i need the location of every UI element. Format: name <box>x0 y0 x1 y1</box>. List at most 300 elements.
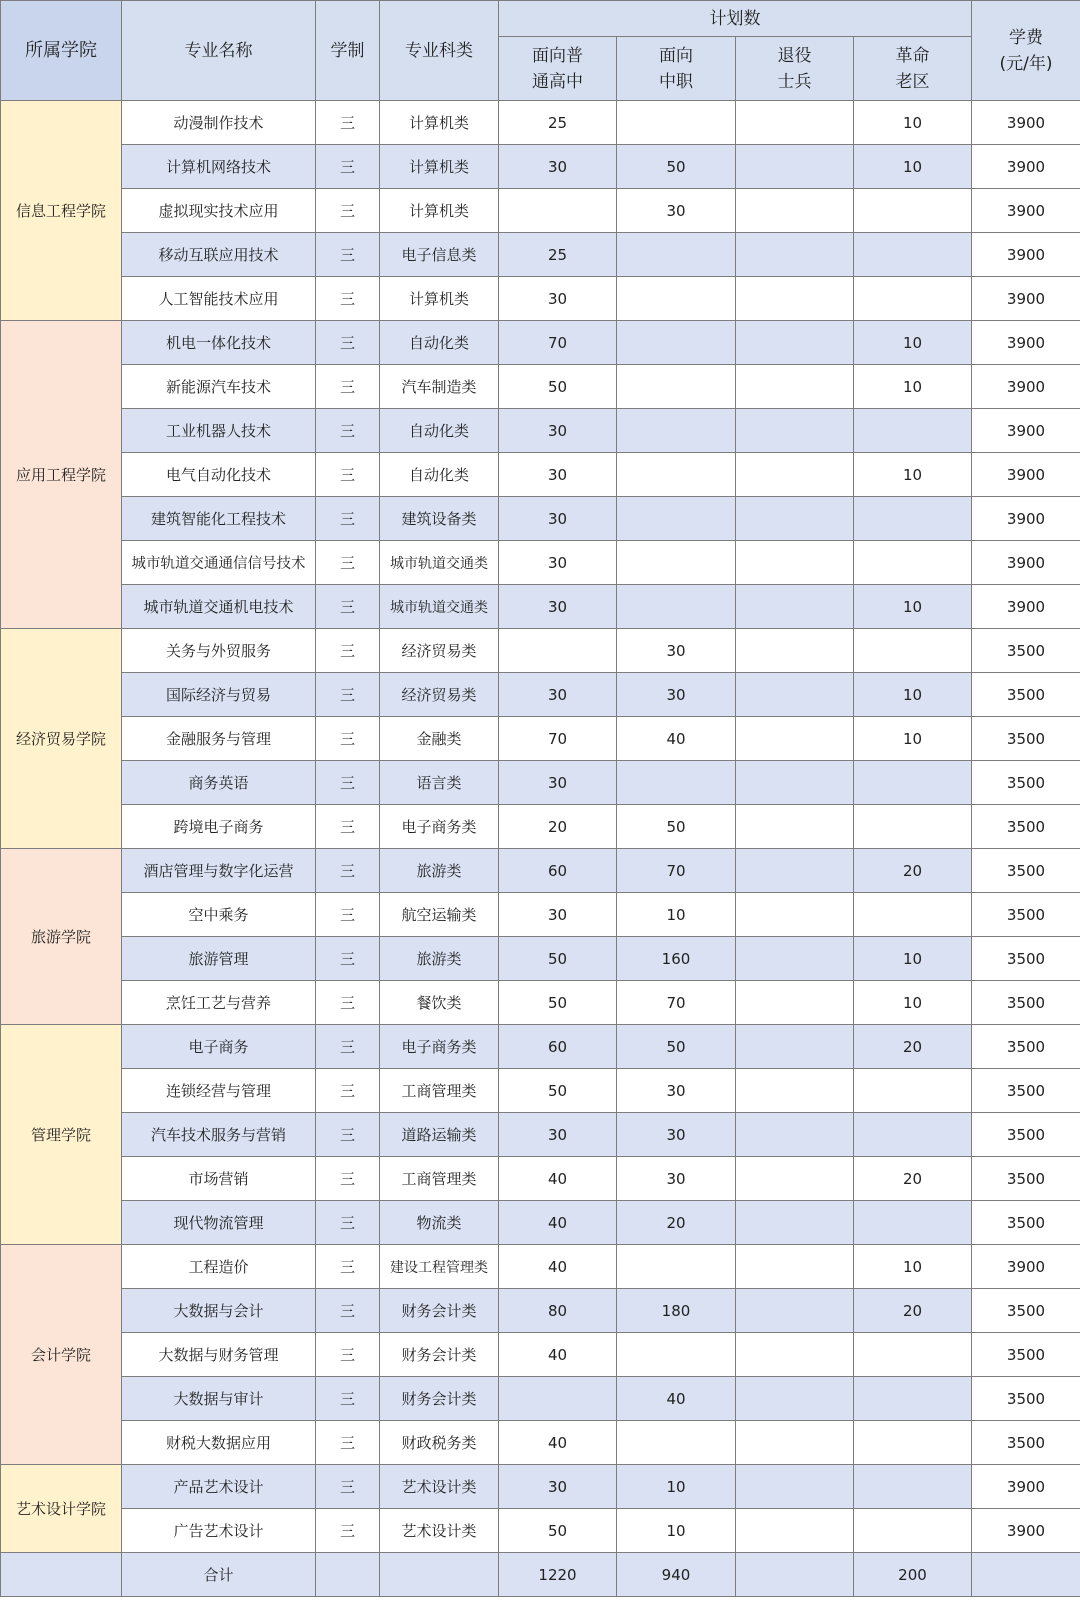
duration: 三 <box>316 673 380 717</box>
major-name: 工程造价 <box>122 1245 316 1289</box>
plan-veteran <box>736 805 854 849</box>
category: 工商管理类 <box>380 1157 499 1201</box>
plan-veteran <box>736 761 854 805</box>
table-row <box>1 1069 1080 1113</box>
table-row <box>1 1201 1080 1245</box>
major-name: 关务与外贸服务 <box>122 629 316 673</box>
plan-vocational <box>617 541 736 585</box>
plan-general: 70 <box>499 717 617 761</box>
major-name: 大数据与会计 <box>122 1289 316 1333</box>
plan-vocational <box>617 321 736 365</box>
total-fee-cell <box>972 1553 1080 1597</box>
plan-old-area <box>854 1201 972 1245</box>
plan-veteran <box>736 1421 854 1465</box>
category: 财务会计类 <box>380 1377 499 1421</box>
plan-old-area <box>854 1333 972 1377</box>
table-row <box>1 585 1080 629</box>
table-row <box>1 1509 1080 1553</box>
major-name: 财税大数据应用 <box>122 1421 316 1465</box>
tuition-fee: 3500 <box>972 1201 1080 1245</box>
duration: 三 <box>316 893 380 937</box>
tuition-fee: 3900 <box>972 497 1080 541</box>
table-row <box>1 1245 1080 1289</box>
plan-veteran <box>736 497 854 541</box>
college-name: 管理学院 <box>1 1025 122 1245</box>
plan-old-area: 20 <box>854 1289 972 1333</box>
duration: 三 <box>316 1157 380 1201</box>
plan-veteran <box>736 1201 854 1245</box>
category: 工商管理类 <box>380 1069 499 1113</box>
category: 建设工程管理类 <box>380 1245 499 1289</box>
major-name: 电子商务 <box>122 1025 316 1069</box>
plan-veteran <box>736 365 854 409</box>
plan-general: 30 <box>499 145 617 189</box>
table-row <box>1 673 1080 717</box>
plan-veteran <box>736 1245 854 1289</box>
category: 金融类 <box>380 717 499 761</box>
plan-veteran <box>736 453 854 497</box>
plan-general: 60 <box>499 1025 617 1069</box>
major-name: 国际经济与贸易 <box>122 673 316 717</box>
plan-veteran <box>736 1157 854 1201</box>
plan-vocational: 30 <box>617 629 736 673</box>
table-row <box>1 937 1080 981</box>
duration: 三 <box>316 365 380 409</box>
header-plan: 计划数 <box>499 1 972 37</box>
plan-general: 80 <box>499 1289 617 1333</box>
duration: 三 <box>316 1113 380 1157</box>
plan-old-area <box>854 409 972 453</box>
plan-old-area: 10 <box>854 585 972 629</box>
category: 自动化类 <box>380 321 499 365</box>
tuition-fee: 3500 <box>972 673 1080 717</box>
table-row <box>1 497 1080 541</box>
tuition-fee: 3900 <box>972 321 1080 365</box>
plan-general: 40 <box>499 1157 617 1201</box>
duration: 三 <box>316 233 380 277</box>
major-name: 现代物流管理 <box>122 1201 316 1245</box>
major-name: 汽车技术服务与营销 <box>122 1113 316 1157</box>
plan-vocational: 30 <box>617 673 736 717</box>
plan-vocational: 30 <box>617 1069 736 1113</box>
plan-old-area: 20 <box>854 1157 972 1201</box>
table-row <box>1 321 1080 365</box>
duration: 三 <box>316 1421 380 1465</box>
major-name: 空中乘务 <box>122 893 316 937</box>
plan-general: 40 <box>499 1201 617 1245</box>
tuition-fee: 3500 <box>972 717 1080 761</box>
plan-veteran <box>736 1509 854 1553</box>
plan-general: 30 <box>499 1113 617 1157</box>
duration: 三 <box>316 1069 380 1113</box>
plan-old-area <box>854 1069 972 1113</box>
table-row <box>1 277 1080 321</box>
plan-old-area <box>854 761 972 805</box>
category: 财政税务类 <box>380 1421 499 1465</box>
tuition-fee: 3500 <box>972 849 1080 893</box>
tuition-fee: 3500 <box>972 893 1080 937</box>
plan-old-area <box>854 893 972 937</box>
tuition-fee: 3900 <box>972 365 1080 409</box>
major-name: 新能源汽车技术 <box>122 365 316 409</box>
tuition-fee: 3500 <box>972 1069 1080 1113</box>
plan-vocational: 40 <box>617 1377 736 1421</box>
tuition-fee: 3900 <box>972 585 1080 629</box>
table-row <box>1 1465 1080 1509</box>
tuition-fee: 3500 <box>972 1025 1080 1069</box>
tuition-fee: 3500 <box>972 629 1080 673</box>
table-row <box>1 101 1080 145</box>
plan-general: 50 <box>499 1509 617 1553</box>
table-row <box>1 849 1080 893</box>
plan-veteran <box>736 1333 854 1377</box>
major-name: 人工智能技术应用 <box>122 277 316 321</box>
college-name: 信息工程学院 <box>1 101 122 321</box>
tuition-fee: 3500 <box>972 981 1080 1025</box>
plan-general: 30 <box>499 761 617 805</box>
category: 计算机类 <box>380 189 499 233</box>
major-name: 广告艺术设计 <box>122 1509 316 1553</box>
plan-general: 40 <box>499 1245 617 1289</box>
duration: 三 <box>316 761 380 805</box>
plan-old-area: 10 <box>854 101 972 145</box>
plan-old-area <box>854 189 972 233</box>
plan-old-area: 20 <box>854 1025 972 1069</box>
major-name: 烹饪工艺与营养 <box>122 981 316 1025</box>
table-row <box>1 145 1080 189</box>
plan-vocational: 10 <box>617 893 736 937</box>
tuition-fee: 3900 <box>972 453 1080 497</box>
duration: 三 <box>316 497 380 541</box>
major-name: 跨境电子商务 <box>122 805 316 849</box>
table-row <box>1 541 1080 585</box>
table-row <box>1 717 1080 761</box>
plan-vocational <box>617 1421 736 1465</box>
category: 航空运输类 <box>380 893 499 937</box>
duration: 三 <box>316 541 380 585</box>
table-row <box>1 805 1080 849</box>
header-fee: 学费 (元/年) <box>972 1 1080 101</box>
plan-vocational <box>617 101 736 145</box>
plan-veteran <box>736 629 854 673</box>
plan-general: 30 <box>499 409 617 453</box>
major-name: 旅游管理 <box>122 937 316 981</box>
table-row <box>1 1113 1080 1157</box>
plan-vocational <box>617 585 736 629</box>
tuition-fee: 3500 <box>972 805 1080 849</box>
category: 餐饮类 <box>380 981 499 1025</box>
major-name: 酒店管理与数字化运营 <box>122 849 316 893</box>
duration: 三 <box>316 189 380 233</box>
category: 语言类 <box>380 761 499 805</box>
plan-vocational: 70 <box>617 981 736 1025</box>
college-name: 艺术设计学院 <box>1 1465 122 1553</box>
table-row <box>1 1025 1080 1069</box>
category: 艺术设计类 <box>380 1465 499 1509</box>
plan-veteran <box>736 321 854 365</box>
duration: 三 <box>316 321 380 365</box>
plan-general: 25 <box>499 233 617 277</box>
plan-general: 60 <box>499 849 617 893</box>
plan-general: 50 <box>499 1069 617 1113</box>
tuition-fee: 3900 <box>972 409 1080 453</box>
total-label: 合计 <box>122 1553 316 1597</box>
table-row <box>1 1289 1080 1333</box>
plan-old-area <box>854 1509 972 1553</box>
category: 自动化类 <box>380 409 499 453</box>
plan-old-area <box>854 1377 972 1421</box>
major-name: 市场营销 <box>122 1157 316 1201</box>
tuition-fee: 3900 <box>972 1509 1080 1553</box>
tuition-fee: 3900 <box>972 233 1080 277</box>
plan-general: 30 <box>499 893 617 937</box>
major-name: 城市轨道交通通信信号技术 <box>122 541 316 585</box>
header-category: 专业科类 <box>380 1 499 101</box>
duration: 三 <box>316 453 380 497</box>
plan-vocational <box>617 497 736 541</box>
plan-general: 70 <box>499 321 617 365</box>
duration: 三 <box>316 805 380 849</box>
category: 经济贸易类 <box>380 629 499 673</box>
header-college: 所属学院 <box>1 1 122 101</box>
plan-old-area: 10 <box>854 673 972 717</box>
total-row <box>1 1553 1080 1597</box>
plan-general: 30 <box>499 673 617 717</box>
table-row <box>1 1377 1080 1421</box>
plan-vocational: 70 <box>617 849 736 893</box>
major-name: 计算机网络技术 <box>122 145 316 189</box>
plan-old-area <box>854 1421 972 1465</box>
major-name: 建筑智能化工程技术 <box>122 497 316 541</box>
duration: 三 <box>316 937 380 981</box>
table-row <box>1 629 1080 673</box>
duration: 三 <box>316 585 380 629</box>
total-duration-cell <box>316 1553 380 1597</box>
total-college-cell <box>1 1553 122 1597</box>
total-old-area: 200 <box>854 1553 972 1597</box>
plan-general <box>499 1377 617 1421</box>
plan-general <box>499 189 617 233</box>
category: 汽车制造类 <box>380 365 499 409</box>
category: 电子商务类 <box>380 1025 499 1069</box>
duration: 三 <box>316 849 380 893</box>
duration: 三 <box>316 1377 380 1421</box>
tuition-fee: 3500 <box>972 1113 1080 1157</box>
category: 城市轨道交通类 <box>380 585 499 629</box>
college-name: 会计学院 <box>1 1245 122 1465</box>
plan-veteran <box>736 673 854 717</box>
tuition-fee: 3500 <box>972 1377 1080 1421</box>
tuition-fee: 3500 <box>972 1157 1080 1201</box>
plan-old-area: 10 <box>854 981 972 1025</box>
major-name: 商务英语 <box>122 761 316 805</box>
major-name: 连锁经营与管理 <box>122 1069 316 1113</box>
plan-vocational <box>617 233 736 277</box>
table-row <box>1 981 1080 1025</box>
plan-old-area: 10 <box>854 937 972 981</box>
plan-vocational: 30 <box>617 189 736 233</box>
plan-veteran <box>736 717 854 761</box>
duration: 三 <box>316 101 380 145</box>
duration: 三 <box>316 1465 380 1509</box>
plan-vocational <box>617 1245 736 1289</box>
major-name: 机电一体化技术 <box>122 321 316 365</box>
duration: 三 <box>316 1201 380 1245</box>
plan-old-area <box>854 805 972 849</box>
plan-general: 30 <box>499 585 617 629</box>
plan-old-area <box>854 541 972 585</box>
plan-general: 30 <box>499 1465 617 1509</box>
major-name: 移动互联应用技术 <box>122 233 316 277</box>
college-name: 应用工程学院 <box>1 321 122 629</box>
plan-vocational <box>617 277 736 321</box>
plan-old-area: 10 <box>854 717 972 761</box>
duration: 三 <box>316 1025 380 1069</box>
plan-old-area <box>854 1113 972 1157</box>
table-row <box>1 1333 1080 1377</box>
table-row <box>1 1421 1080 1465</box>
major-name: 动漫制作技术 <box>122 101 316 145</box>
header-general: 面向普 通高中 <box>499 37 617 101</box>
college-name: 旅游学院 <box>1 849 122 1025</box>
header-vocational: 面向 中职 <box>617 37 736 101</box>
college-name: 经济贸易学院 <box>1 629 122 849</box>
plan-vocational <box>617 453 736 497</box>
table-row <box>1 365 1080 409</box>
category: 计算机类 <box>380 145 499 189</box>
plan-veteran <box>736 233 854 277</box>
tuition-fee: 3500 <box>972 1421 1080 1465</box>
table-row <box>1 233 1080 277</box>
duration: 三 <box>316 409 380 453</box>
major-name: 产品艺术设计 <box>122 1465 316 1509</box>
plan-old-area <box>854 497 972 541</box>
plan-veteran <box>736 189 854 233</box>
tuition-fee: 3900 <box>972 145 1080 189</box>
category: 财务会计类 <box>380 1289 499 1333</box>
table-row <box>1 1157 1080 1201</box>
plan-veteran <box>736 981 854 1025</box>
category: 电子商务类 <box>380 805 499 849</box>
table-row <box>1 893 1080 937</box>
major-name: 城市轨道交通机电技术 <box>122 585 316 629</box>
plan-general: 20 <box>499 805 617 849</box>
tuition-fee: 3500 <box>972 1333 1080 1377</box>
header-major: 专业名称 <box>122 1 316 101</box>
plan-vocational: 30 <box>617 1113 736 1157</box>
plan-general: 30 <box>499 453 617 497</box>
tuition-fee: 3900 <box>972 1245 1080 1289</box>
duration: 三 <box>316 1509 380 1553</box>
major-name: 虚拟现实技术应用 <box>122 189 316 233</box>
duration: 三 <box>316 1245 380 1289</box>
major-name: 电气自动化技术 <box>122 453 316 497</box>
tuition-fee: 3900 <box>972 101 1080 145</box>
plan-vocational: 50 <box>617 805 736 849</box>
major-name: 工业机器人技术 <box>122 409 316 453</box>
plan-vocational: 10 <box>617 1509 736 1553</box>
table-row <box>1 409 1080 453</box>
plan-veteran <box>736 1289 854 1333</box>
plan-old-area <box>854 233 972 277</box>
plan-veteran <box>736 541 854 585</box>
plan-veteran <box>736 849 854 893</box>
plan-old-area <box>854 1465 972 1509</box>
category: 建筑设备类 <box>380 497 499 541</box>
plan-old-area: 10 <box>854 365 972 409</box>
total-category-cell <box>380 1553 499 1597</box>
plan-veteran <box>736 1377 854 1421</box>
plan-veteran <box>736 1025 854 1069</box>
category: 财务会计类 <box>380 1333 499 1377</box>
plan-veteran <box>736 1113 854 1157</box>
plan-veteran <box>736 101 854 145</box>
category: 旅游类 <box>380 849 499 893</box>
plan-vocational: 20 <box>617 1201 736 1245</box>
plan-vocational: 180 <box>617 1289 736 1333</box>
table-row <box>1 453 1080 497</box>
tuition-fee: 3900 <box>972 1465 1080 1509</box>
plan-vocational: 30 <box>617 1157 736 1201</box>
plan-general <box>499 629 617 673</box>
plan-general: 30 <box>499 277 617 321</box>
duration: 三 <box>316 1289 380 1333</box>
plan-old-area: 20 <box>854 849 972 893</box>
category: 计算机类 <box>380 101 499 145</box>
category: 旅游类 <box>380 937 499 981</box>
plan-vocational: 40 <box>617 717 736 761</box>
category: 城市轨道交通类 <box>380 541 499 585</box>
plan-vocational <box>617 1333 736 1377</box>
plan-veteran <box>736 585 854 629</box>
plan-general: 50 <box>499 365 617 409</box>
header-old-area: 革命 老区 <box>854 37 972 101</box>
tuition-fee: 3900 <box>972 277 1080 321</box>
tuition-fee: 3900 <box>972 189 1080 233</box>
plan-veteran <box>736 277 854 321</box>
plan-veteran <box>736 1465 854 1509</box>
plan-vocational <box>617 365 736 409</box>
plan-vocational: 50 <box>617 145 736 189</box>
total-general: 1220 <box>499 1553 617 1597</box>
tuition-fee: 3900 <box>972 541 1080 585</box>
plan-general: 40 <box>499 1333 617 1377</box>
major-name: 大数据与财务管理 <box>122 1333 316 1377</box>
duration: 三 <box>316 277 380 321</box>
plan-general: 40 <box>499 1421 617 1465</box>
category: 道路运输类 <box>380 1113 499 1157</box>
duration: 三 <box>316 717 380 761</box>
category: 计算机类 <box>380 277 499 321</box>
table-row <box>1 189 1080 233</box>
tuition-fee: 3500 <box>972 937 1080 981</box>
plan-veteran <box>736 937 854 981</box>
category: 自动化类 <box>380 453 499 497</box>
plan-general: 50 <box>499 937 617 981</box>
header-duration: 学制 <box>316 1 380 101</box>
duration: 三 <box>316 145 380 189</box>
total-vocational: 940 <box>617 1553 736 1597</box>
header-veteran: 退役 士兵 <box>736 37 854 101</box>
plan-general: 30 <box>499 541 617 585</box>
plan-vocational: 160 <box>617 937 736 981</box>
duration: 三 <box>316 981 380 1025</box>
plan-veteran <box>736 409 854 453</box>
plan-vocational <box>617 409 736 453</box>
major-name: 大数据与审计 <box>122 1377 316 1421</box>
duration: 三 <box>316 1333 380 1377</box>
tuition-fee: 3500 <box>972 761 1080 805</box>
